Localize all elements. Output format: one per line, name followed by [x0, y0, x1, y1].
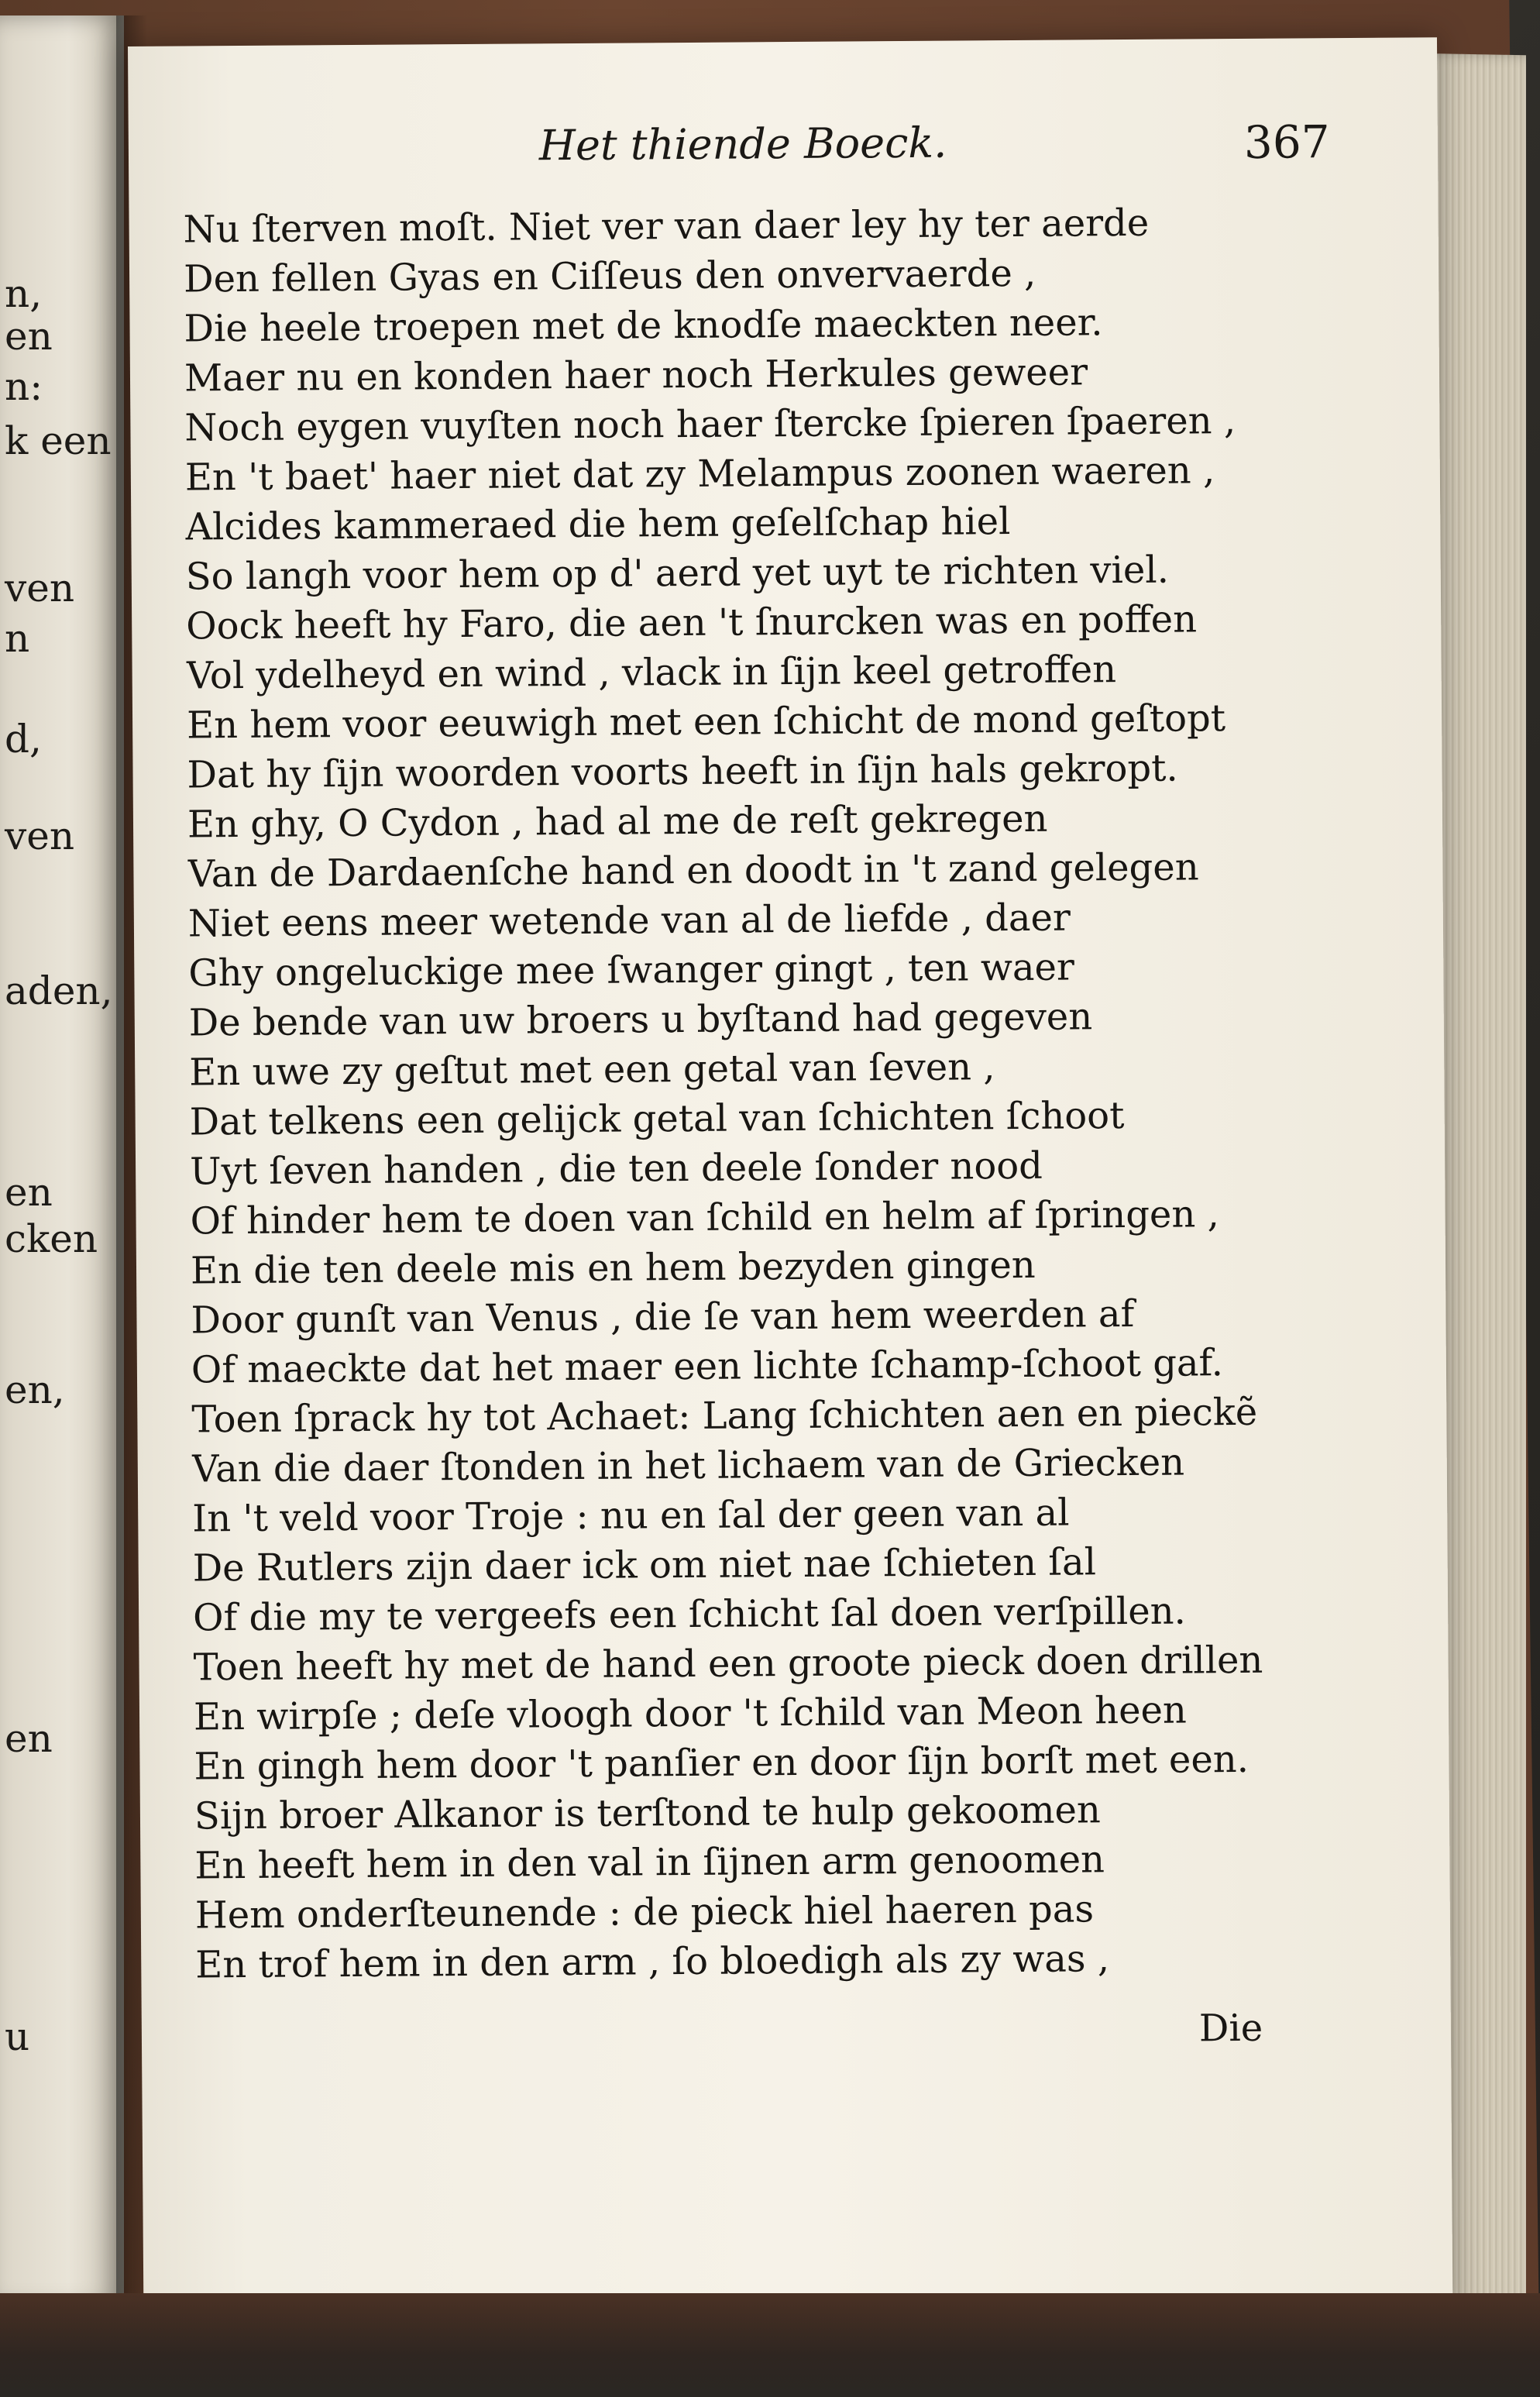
- verse-line: En trof hem in den arm , ſo bloedigh als zy was ,: [195, 1937, 1110, 1987]
- left-page-fragment: ven: [5, 566, 75, 610]
- verse-line: En uwe zy geſtut met een getal van ſeven ,: [189, 1045, 995, 1095]
- book-bottom-edge: [0, 2293, 1540, 2397]
- verse-line: Oock heeft hy Faro, die aen 't ſnurcken was en poffen: [186, 597, 1198, 648]
- verse-line: En 't baet' haer niet dat zy Melampus zoonen waeren ,: [184, 449, 1215, 500]
- left-page-fragment: en: [5, 1716, 53, 1761]
- left-page-fragment: cken: [5, 1216, 98, 1261]
- verse-line: Ghy ongeluckige mee ſwanger gingt , ten waer: [188, 945, 1075, 996]
- verse-line: Van de Dardaenſche hand en doodt in 't zand gelegen: [187, 845, 1199, 896]
- verse-line: Niet eens meer wetende van al de liefde , daer: [187, 896, 1071, 946]
- verse-line: Nu ſterven moſt. Niet ver van daer ley hy ter aerde: [183, 201, 1150, 252]
- left-page-fragment: k een: [5, 418, 112, 463]
- verse-line: De Rutlers zijn daer ick om niet nae ſchieten ſal: [192, 1540, 1097, 1591]
- running-head: [129, 115, 1439, 186]
- left-page-fragment: n:: [5, 364, 43, 409]
- page-number: 367: [1243, 115, 1330, 169]
- left-page-fragment: ven: [5, 813, 75, 858]
- verse-line: Toen heeft hy met de hand een groote pieck doen drillen: [193, 1638, 1263, 1690]
- verse-line: En die ten deele mis en hem bezyden gingen: [190, 1243, 1036, 1293]
- verse-line: En hem voor eeuwigh met een ſchicht de mond geſtopt: [186, 696, 1226, 748]
- verse-line: En ghy, O Cydon , had al me de reſt gekregen: [187, 796, 1048, 847]
- verse-line: Of maeckte dat het maer een lichte ſchamp-ſchoot gaf.: [191, 1341, 1224, 1392]
- left-page-fragment: u: [5, 2014, 30, 2059]
- left-page-fragment: en,: [5, 1367, 65, 1412]
- verse-line: Toen ſprack hy tot Achaet: Lang ſchichten aen en pieckẽ: [191, 1390, 1258, 1442]
- verse-line: Vol ydelheyd en wind , vlack in ſijn keel getroffen: [186, 648, 1117, 698]
- verse-line: Dat telkens een gelijck getal van ſchichten ſchoot: [189, 1094, 1125, 1144]
- verse-line: Of hinder hem te doen van ſchild en helm af ſpringen ,: [190, 1192, 1219, 1243]
- verse-line: De bende van uw broers u byſtand had gegeven: [188, 995, 1093, 1045]
- verse-line: Die heele troepen met de knodſe maeckten neer.: [184, 301, 1103, 351]
- verse-line: En gingh hem door 't panſier en door ſijn borſt met een.: [194, 1737, 1250, 1789]
- verse-line: Dat hy ſijn woorden voorts heeft in ſijn hals gekropt.: [187, 746, 1178, 797]
- running-title: Het thiende Boeck.: [538, 118, 947, 170]
- left-page-fragment: en: [5, 314, 53, 359]
- left-page-fragment: n: [5, 616, 30, 661]
- verse-line: Alcides kammeraed die hem geſelſchap hiel: [185, 500, 1011, 549]
- verse-line: Maer nu en konden haer noch Herkules geweer: [184, 350, 1088, 401]
- catchword: Die: [1198, 2006, 1263, 2051]
- verse-line: Hem onderſteunende : de pieck hiel haeren pas: [194, 1887, 1095, 1938]
- verse-line: So langh voor hem op d' aerd yet uyt te richten viel.: [185, 548, 1170, 599]
- verse-line: Door gunſt van Venus , die ſe van hem weerden af: [191, 1291, 1135, 1343]
- verse-line: In 't veld voor Troje : nu en ſal der geen van al: [192, 1491, 1070, 1541]
- left-page-fragment: n,: [5, 271, 43, 316]
- left-page-fragment: d,: [5, 717, 42, 762]
- left-page-fragment: aden,: [5, 968, 113, 1013]
- verse-line: Of die my te vergeefs een ſchicht ſal doen verſpillen.: [192, 1589, 1186, 1640]
- left-page: [0, 15, 124, 2309]
- right-page: [128, 37, 1452, 2324]
- verse-line: En wirpſe ; deſe vloogh door 't ſchild van Meon heen: [193, 1688, 1188, 1739]
- verse-line: Van die daer ſtonden in het lichaem van de Griecken: [191, 1440, 1185, 1491]
- verse-line: Uyt ſeven handen , die ten deele ſonder nood: [189, 1143, 1043, 1194]
- verse-text: [183, 197, 1404, 1990]
- verse-line: En heeft hem in den val in ſijnen arm genoomen: [194, 1838, 1105, 1888]
- verse-line: Sijn broer Alkanor is terſtond te hulp gekoomen: [194, 1788, 1102, 1838]
- left-page-fragment: en: [5, 1170, 53, 1215]
- verse-line: Noch eygen vuyſten noch haer ſtercke ſpieren ſpaeren ,: [184, 399, 1236, 450]
- verse-line: Den fellen Gyas en Ciſſeus den onvervaerde ,: [183, 251, 1036, 301]
